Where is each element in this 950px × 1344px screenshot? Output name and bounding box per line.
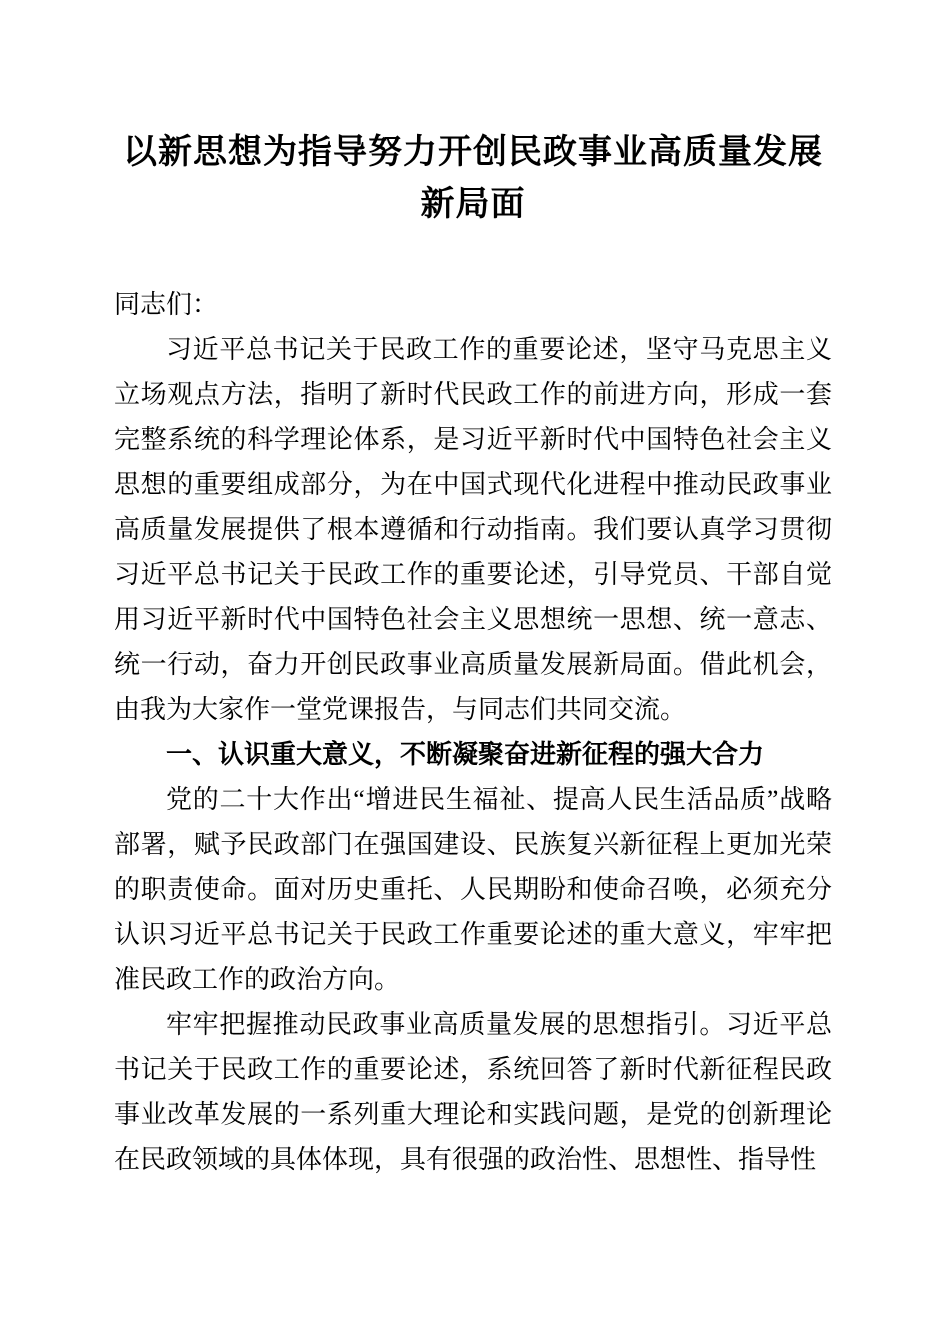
salutation: 同志们： [114,290,219,319]
body-paragraph: 牢牢把握推动民政事业高质量发展的思想指引。习近平总书记关于民政工作的重要论述，系统回答了新时代新征程民政事业改革发展的一系列重大理论和实践问题，是党的创新理论在民政领域的具体体现，具有很强的政治性、思想性、指导性 [114,1010,832,1174]
section-heading: 一、认识重大意义，不断凝聚奋进新征程的强大合力 [166,739,765,769]
intro-paragraph: 习近平总书记关于民政工作的重要论述，坚守马克思主义立场观点方法，指明了新时代民政工作的前进方向，形成一套完整系统的科学理论体系，是习近平新时代中国特色社会主义思想的重要组成部分，为在中国式现代化进程中推动民政事业高质量发展提供了根本遵循和行动指南。我们要认真学习贯彻习近平总书记关于民政工作的重要论述，引导党员、干部自觉用习近平新时代中国特色社会主义思想统一思想、统一意志、统一行动，奋力开创民政事业高质量发展新局面。借此机会，由我为大家作一堂党课报告，与同志们共同交流。 [114,335,832,724]
document-title: 以新思想为指导努力开创民政事业高质量发展新局面 [123,133,823,223]
body-paragraph: 党的二十大作出“增进民生福祉、提高人民生活品质”战略部署，赋予民政部门在强国建设、民族复兴新征程上更加光荣的职责使命。面对历史重托、人民期盼和使命召唤，必须充分认识习近平总书记关于民政工作重要论述的重大意义，牢牢把准民政工作的政治方向。 [114,785,832,994]
